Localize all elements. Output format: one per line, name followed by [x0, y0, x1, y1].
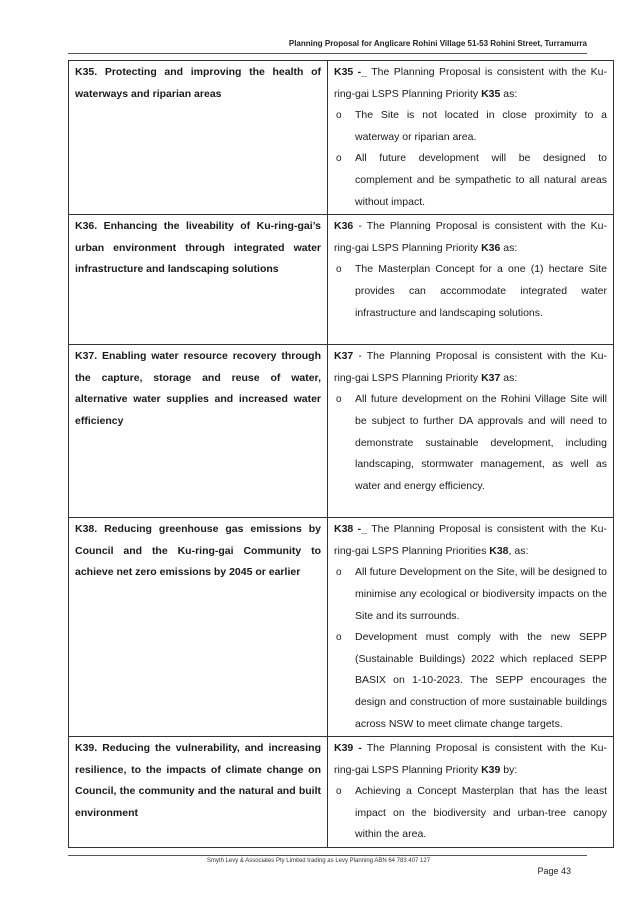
priority-cell: K39. Reducing the vulnerability, and increasing resilience, to the impacts of climate change on Council, the community and the natural and built environment: [69, 737, 328, 848]
table-row: [69, 215, 614, 345]
planning-priorities-table: [68, 60, 614, 848]
response-code: K38 -_: [334, 523, 368, 536]
response-intro: [334, 346, 607, 389]
response-suffix: by:: [503, 763, 518, 776]
page-number: Page 43: [537, 866, 571, 876]
table-row: [69, 518, 614, 737]
list-item: o Achieving a Concept Masterplan that has the least impact on the biodiversity and urban-tree canopy within the area.: [334, 781, 607, 846]
response-ref: K38: [489, 544, 509, 557]
footer-divider: [68, 855, 587, 856]
response-ref: K39: [481, 763, 501, 776]
header-divider: [68, 53, 587, 54]
response-intro: [334, 62, 607, 105]
table-row: [69, 737, 614, 848]
response-suffix: as:: [503, 371, 518, 384]
response-code: K35 -_: [334, 66, 368, 78]
response-ref: K35: [481, 87, 501, 100]
response-ref: K37: [481, 371, 501, 384]
bullet-list: [334, 389, 607, 497]
response-intro: [334, 738, 607, 781]
response-text: The Planning Proposal is consistent with the Ku-ring-gai LSPS Planning Priority: [334, 66, 608, 100]
list-item: o All future Development on the Site, will be designed to minimise any ecological or biodiversity impacts on the Site and its surrounds.: [334, 562, 607, 627]
priority-cell: K35. Protecting and improving the health of waterways and riparian areas: [69, 61, 328, 215]
list-item: o All future development will be designed to complement and be sympathetic to all natural areas without impact.: [334, 148, 607, 213]
bullet-icon: o: [336, 153, 342, 165]
response-cell: [328, 518, 614, 737]
response-cell: [328, 345, 614, 518]
priority-cell: K36. Enhancing the liveability of Ku-ring-gai’s urban environment through integrated water infrastructure and landscaping solutions: [69, 215, 328, 345]
bullet-list: [334, 259, 607, 324]
bullet-icon: o: [336, 786, 342, 798]
priority-cell: K38. Reducing greenhouse gas emissions by Council and the Ku-ring-gai Community to achieve net zero emissions by 2045 or earlier: [69, 518, 328, 737]
response-text: - The Planning Proposal is consistent with the Ku-ring-gai LSPS Planning Priority: [334, 220, 607, 254]
response-suffix: as:: [503, 87, 518, 100]
response-code: K36: [334, 220, 354, 233]
list-item: o All future development on the Rohini Village Site will be subject to further DA approvals and will need to demonstrate sustainable development, including landscaping, stormwater management, as well as water and energy efficiency.: [334, 389, 607, 497]
list-item: o The Site is not located in close proximity to a waterway or riparian area.: [334, 105, 607, 148]
response-cell: [328, 61, 614, 215]
response-intro: [334, 216, 607, 259]
list-item: o The Masterplan Concept for a one (1) hectare Site provides can accommodate integrated water infrastructure and landscaping solutions.: [334, 259, 607, 324]
bullet-list: [334, 105, 607, 213]
table-row: [69, 345, 614, 518]
response-suffix: as:: [503, 241, 518, 254]
footer-company: Smyth Levy & Associates Pty Limited trading as Levy Planning ABN 64 783 407 127: [206, 858, 431, 864]
bullet-icon: o: [336, 632, 342, 644]
bullet-icon: o: [336, 264, 342, 276]
bullet-icon: o: [336, 110, 342, 122]
response-text: The Planning Proposal is consistent with the Ku-ring-gai LSPS Planning Priority: [334, 742, 607, 776]
table-row: [69, 61, 614, 215]
response-code: K37: [334, 350, 354, 363]
response-text: - The Planning Proposal is consistent with the Ku-ring-gai LSPS Planning Priority: [334, 350, 607, 384]
response-text: The Planning Proposal is consistent with the Ku-ring-gai LSPS Planning Priorities: [334, 523, 608, 557]
response-cell: [328, 737, 614, 848]
response-intro: [334, 519, 607, 562]
response-suffix: , as:: [508, 544, 529, 557]
priority-cell: K37. Enabling water resource recovery through the capture, storage and reuse of water, alternative water supplies and increased water efficiency: [69, 345, 328, 518]
bullet-icon: o: [336, 394, 342, 406]
bullet-list: [334, 562, 607, 735]
list-item: o Development must comply with the new SEPP (Sustainable Buildings) 2022 which replaced SEPP BASIX on 1-10-2023. The SEPP encourages the design and construction of more sustainable buildings across NSW to meet climate change targets.: [334, 627, 607, 735]
response-cell: [328, 215, 614, 345]
page-header-title: Planning Proposal for Anglicare Rohini Village 51-53 Rohini Street, Turramurra: [288, 39, 587, 48]
bullet-list: [334, 781, 607, 846]
response-ref: K36: [481, 241, 501, 254]
response-code: K39 -: [334, 742, 362, 755]
bullet-icon: o: [336, 567, 342, 579]
